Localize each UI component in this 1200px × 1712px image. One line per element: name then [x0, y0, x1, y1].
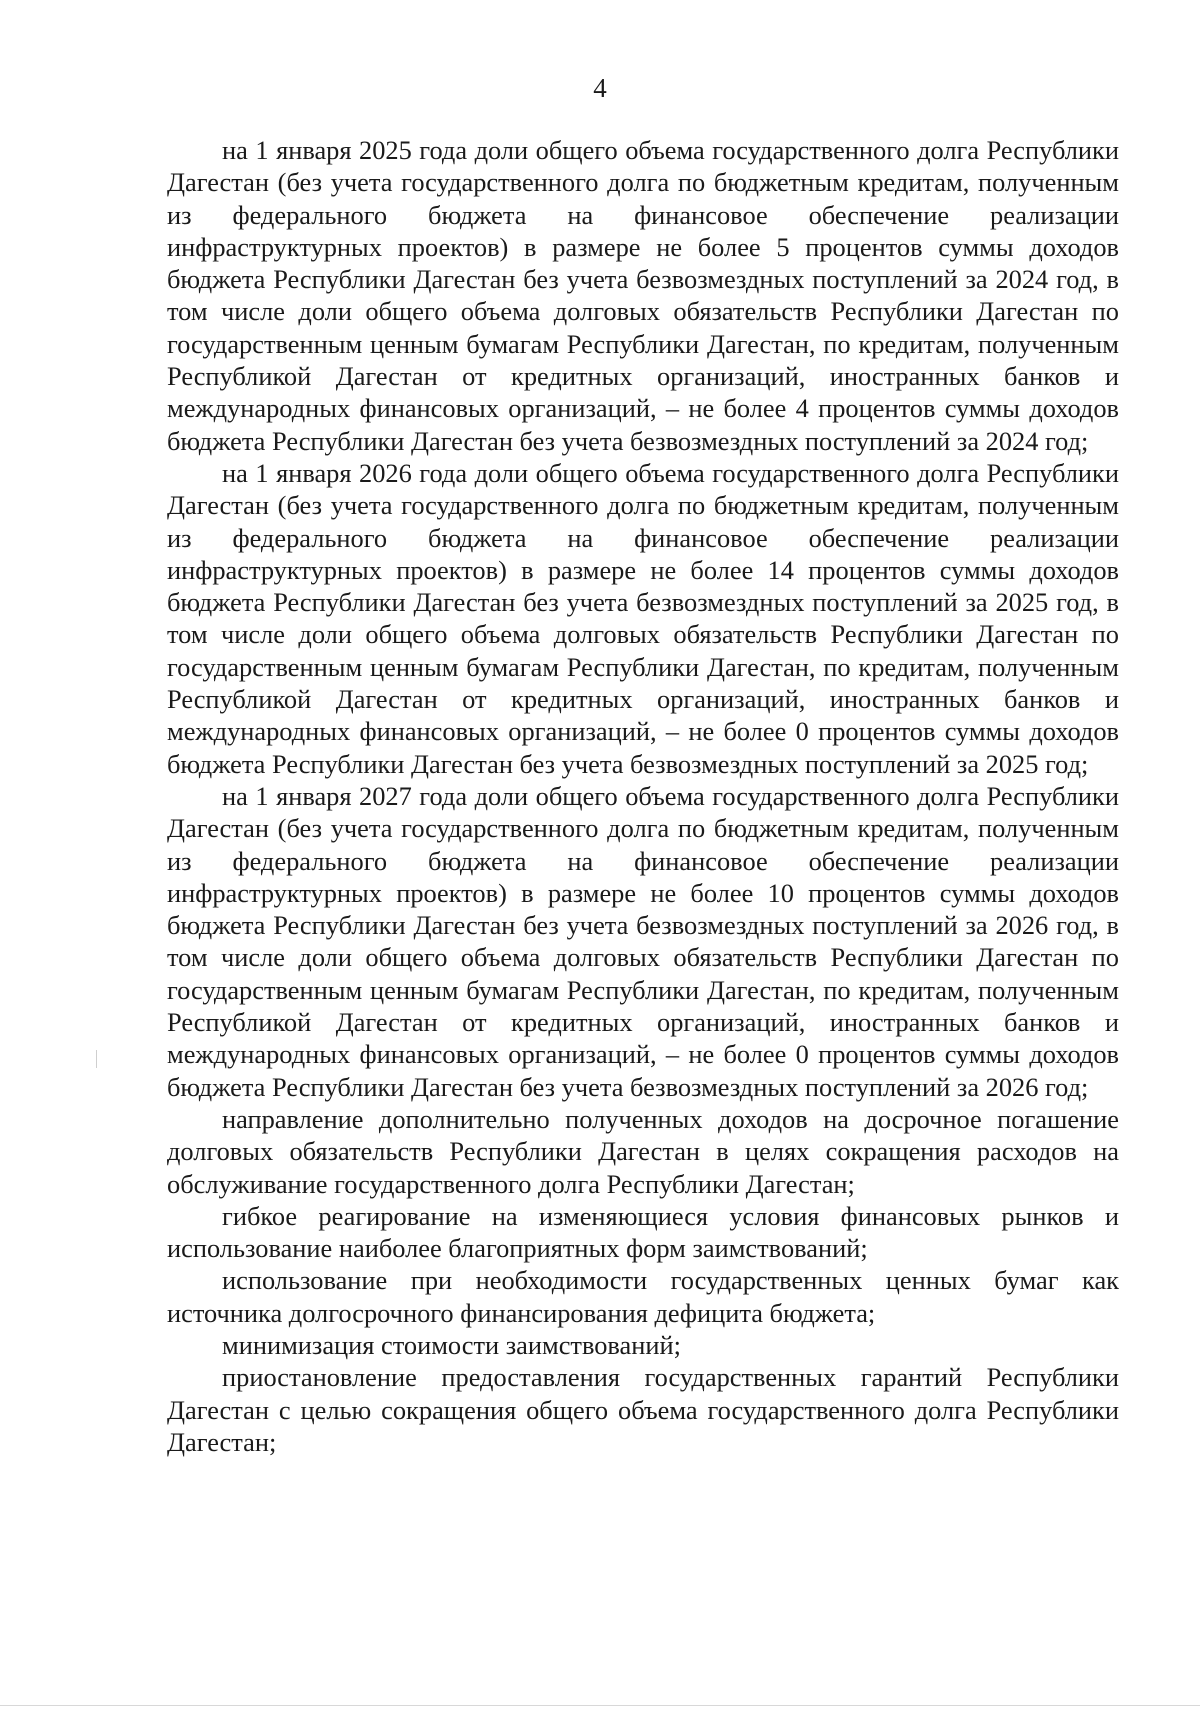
paragraph-guarantee-suspension: приостановление предоставления государственных гарантий Республики Дагестан с целью сокращения общего объема государственного долга Республики Дагестан; [167, 1362, 1119, 1457]
paragraph-debt-2027: на 1 января 2027 года доли общего объема государственного долга Республики Дагестан (без учета государственного долга по бюджетным кредитам, полученным из федерального бюджета на финансовое обеспечение реализации инфраструктурных проектов) в размере не более 10 процентов суммы доходов бюджета Республики Дагестан без учета безвозмездных поступлений за 2026 год, в том числе доли общего объема долговых обязательств Республики Дагестан по государственным ценным бумагам Республики Дагестан, по кредитам, полученным Республикой Дагестан от кредитных организаций, иностранных банков и международных финансовых организаций, – не более 0 процентов суммы доходов бюджета Республики Дагестан без учета безвозмездных поступлений за 2026 год; [167, 780, 1119, 1102]
paragraph-debt-2025: на 1 января 2025 года доли общего объема государственного долга Республики Дагестан (без учета государственного долга по бюджетным кредитам, полученным из федерального бюджета на финансовое обеспечение реализации инфраструктурных проектов) в размере не более 5 процентов суммы доходов бюджета Республики Дагестан без учета безвозмездных поступлений за 2024 год, в том числе доли общего объема долговых обязательств Республики Дагестан по государственным ценным бумагам Республики Дагестан, по кредитам, полученным Республикой Дагестан от кредитных организаций, иностранных банков и международных финансовых организаций, – не более 4 процентов суммы доходов бюджета Республики Дагестан без учета безвозмездных поступлений за 2024 год; [167, 135, 1119, 456]
paragraph-debt-2026: на 1 января 2026 года доли общего объема государственного долга Республики Дагестан (без учета государственного долга по бюджетным кредитам, полученным из федерального бюджета на финансовое обеспечение реализации инфраструктурных проектов) в размере не более 14 процентов суммы доходов бюджета Республики Дагестан без учета безвозмездных поступлений за 2025 год, в том числе доли общего объема долговых обязательств Республики Дагестан по государственным ценным бумагам Республики Дагестан, по кредитам, полученным Республикой Дагестан от кредитных организаций, иностранных банков и международных финансовых организаций, – не более 0 процентов суммы доходов бюджета Республики Дагестан без учета безвозмездных поступлений за 2025 год; [167, 457, 1119, 779]
paragraph-cost-minimization: минимизация стоимости заимствований; [222, 1329, 681, 1360]
document-body [167, 134, 1119, 1458]
paragraph-flexible-response: гибкое реагирование на изменяющиеся условия финансовых рынков и использование наиболее благоприятных форм заимствований; [167, 1200, 1119, 1264]
scan-edge-mark [96, 1050, 97, 1068]
scan-bottom-edge [0, 1705, 1200, 1706]
paragraph-early-repayment: направление дополнительно полученных доходов на досрочное погашение долговых обязательств Республики Дагестан в целях сокращения расходов на обслуживание государственного долга Республики Дагестан; [167, 1103, 1119, 1199]
page-number: 4 [593, 73, 607, 103]
paragraph-securities-use: использование при необходимости государственных ценных бумаг как источника долгосрочного финансирования дефицита бюджета; [167, 1265, 1119, 1328]
